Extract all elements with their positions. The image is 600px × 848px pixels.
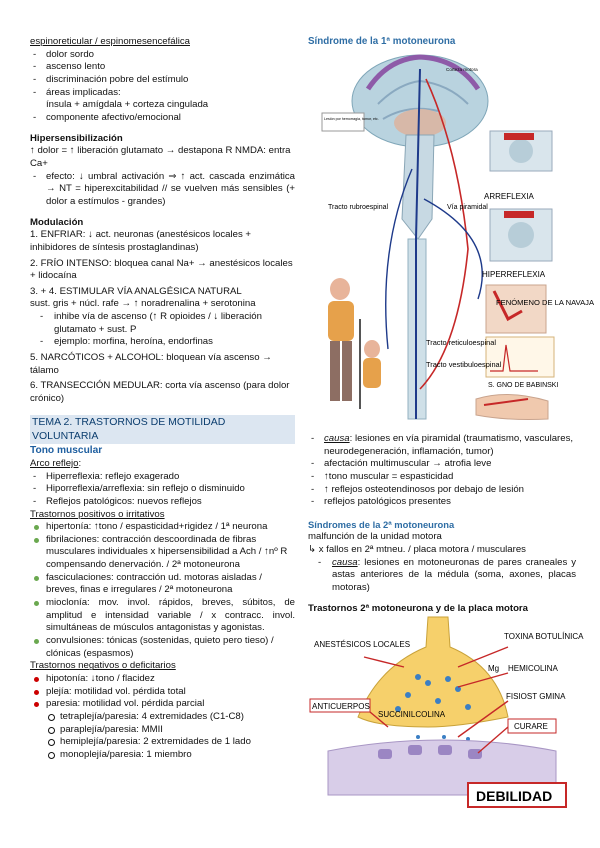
label-debilidad: DEBILIDAD xyxy=(476,788,553,805)
list-item: monoplejía/paresia: 1 miembro xyxy=(30,749,295,762)
motor-plate-illustration xyxy=(308,617,584,813)
label-corteza: Corteza motora xyxy=(446,66,478,72)
intro-title: espinoreticular / espinomesencefálica xyxy=(30,36,190,47)
label-via-piramidal: Vía piramidal xyxy=(447,203,488,211)
arco-title-line: Arco reflejo: xyxy=(30,457,82,469)
intro-list xyxy=(30,49,295,125)
s2-line: ↳ x fallos en 2ª mtneu. / placa motora / musculares xyxy=(308,543,526,555)
list-item: - dolor sordo xyxy=(30,49,295,62)
label-succinil: SUCCINILCOLINA xyxy=(378,710,446,720)
motoneuron-figure xyxy=(308,49,595,431)
left-column xyxy=(30,36,295,762)
s2-sub: malfunción de la unidad motora xyxy=(308,531,442,543)
list-item: convulsiones: tónicas (sostenidas, quieto pero tieso) / clónicas (espasmos) xyxy=(30,635,295,660)
list-item: fasciculaciones: contracción ud. motoras aisladas / breves, finas e irregulares / 2ª motoneurona xyxy=(30,572,295,597)
list-item: - ↑tono muscular = espasticidad xyxy=(308,471,576,484)
label-anest: ANESTÉSICOS LOCALES xyxy=(314,640,411,650)
motoneuron-illustration xyxy=(308,49,595,431)
list-item: - Hiporreflexia/arreflexia: sin reflejo o disminuido xyxy=(30,483,295,496)
list-item: paraplejía/paresia: MMII xyxy=(30,724,295,737)
list-item: hipertonía: ↑tono / espasticidad+rigidez / 1ª neurona xyxy=(30,521,295,534)
hyper-text: ↑ dolor = ↑ liberación glutamato → destapona R NMDA: entra Ca+ xyxy=(30,145,291,169)
list-item: - ascenso lento xyxy=(30,61,295,74)
tema-title: TEMA 2. TRASTORNOS DE MOTILIDAD VOLUNTARIA xyxy=(30,415,295,445)
mod-item: 6. TRANSECCIÓN MEDULAR: corta vía ascenso (para dolor crónico) xyxy=(30,380,290,405)
tono-title: Tono muscular xyxy=(30,445,103,457)
list-item: - inhibe vía de ascenso (↑ R opioides / ↓ liberación glutamato + sust. P xyxy=(30,311,295,336)
s1-list xyxy=(308,433,576,509)
list-item: - afectación multimuscular → atrofia leve xyxy=(308,458,576,471)
list-item: tetraplejía/paresia: 4 extremidades (C1-C8) xyxy=(30,711,295,724)
fig2-title: Trastornos 2ª motoneurona y de la placa motora xyxy=(308,602,528,614)
mod-item: 1. ENFRIAR: ↓ act. neuronas (anestésicos locales + inhibidores de síntesis prostaglandinas) xyxy=(30,229,252,253)
hyper-title: Hipersensibilización xyxy=(30,132,123,144)
list-item: - reflejos patológicos presentes xyxy=(308,496,576,509)
label-babinski: S. GNO DE BABINSKI xyxy=(488,381,559,389)
label-curare: CURARE xyxy=(514,722,548,732)
areas-text: ínsula + amígdala + corteza cingulada xyxy=(46,99,209,111)
label-tracto-ret: Tracto reticuloespinal xyxy=(426,337,496,347)
label-toxina: TOXINA BOTULÍNICA xyxy=(504,632,584,642)
label-fisiost: FISIOST GMINA xyxy=(506,692,566,702)
neg-title: Trastornos negativos o deficitarios xyxy=(30,660,176,672)
fig1-title: Síndrome de la 1ª motoneurona xyxy=(308,36,456,47)
s2-title: Síndromes de la 2ª motoneurona xyxy=(308,518,455,530)
list-item: mioclonía: mov. invol. rápidos, breves, súbitos, de amplitud e intensidad variable / x contracc. invol. simultáneas de músculos antagonistas y agonistas. xyxy=(30,597,295,635)
label-fenomeno: FENÓMENO DE LA NAVAJA xyxy=(496,297,595,307)
motor-plate-figure xyxy=(308,617,584,813)
list-item: hipotonía: ↓tono / flacidez xyxy=(30,673,295,686)
list-item: paresia: motilidad vol. pérdida parcial xyxy=(30,698,295,711)
right-column xyxy=(308,36,595,813)
list-item: - discriminación pobre del estímulo xyxy=(30,74,295,87)
list-item: - ↑ reflejos osteotendinosos por debajo de lesión xyxy=(308,484,576,497)
list-item: - Hiperreflexia: reflejo exagerado xyxy=(30,471,295,484)
label-tracto-vest: Tracto vestibuloespinal xyxy=(426,359,502,369)
list-item: hemiplejía/paresia: 2 extremidades de 1 lado xyxy=(30,736,295,749)
list-item: - causa: lesiones en vía piramidal (traumatismo, vasculares, neurodegeneración, inflamación, tumor) xyxy=(308,433,576,458)
list-item: - ejemplo: morfina, heroína, endorfinas xyxy=(30,336,295,349)
label-arreflexia: ARREFLEXIA xyxy=(484,191,534,201)
label-hiperreflexia: HIPERREFLEXIA xyxy=(482,269,546,279)
mod-title: Modulación xyxy=(30,216,84,228)
mod-item: 2. FRÍO INTENSO: bloquea canal Na+ → anestésicos locales + lidocaína xyxy=(30,257,293,282)
list-item: fibrilaciones: contracción descoordinada de fibras musculares individuales x hipersensibilidad a Ach / ↑nº R compensando denervación. / 2ª motoneurona xyxy=(30,534,295,572)
list-item: - componente afectivo/emocional xyxy=(30,112,295,125)
mod-item: 5. NARCÓTICOS + ALCOHOL: bloquean vía ascenso → tálamo xyxy=(30,352,272,376)
list-item: - áreas implicadas: ínsula + amígdala + corteza cingulada xyxy=(30,87,295,112)
label-hemicolina: HEMICOLINA xyxy=(508,664,558,674)
list-item: - causa: lesiones en motoneuronas de pares craneales y astas anteriores de la médula (soma, axones, placas motoras) xyxy=(308,557,576,595)
list-item: - Reflejos patológicos: nuevos reflejos xyxy=(30,496,295,509)
list-item: plejía: motilidad vol. pérdida total xyxy=(30,686,295,699)
pos-title: Trastornos positivos o irritativos xyxy=(30,508,165,520)
label-tracto-rubro: Tracto rubroespinal xyxy=(328,203,389,211)
mod-item: 3. + 4. ESTIMULAR VÍA ANALGÉSICA NATURAL xyxy=(30,285,242,297)
label-mg: Mg xyxy=(488,664,500,674)
label-lesion: Lesión por hemorragia, tumor, etc. xyxy=(324,116,379,121)
label-anticuerpos: ANTICUERPOS xyxy=(312,702,370,712)
mod-sub: sust. gris + núcl. rafe → ↑ noradrenalina + serotonina xyxy=(30,298,256,310)
list-item: - efecto: ↓ umbral activación ⇒ ↑ act. cascada enzimática → NT = hiperexcitabilidad // se vuelven más sensibles (+ dolor a estímulos - grandes) xyxy=(30,171,295,209)
